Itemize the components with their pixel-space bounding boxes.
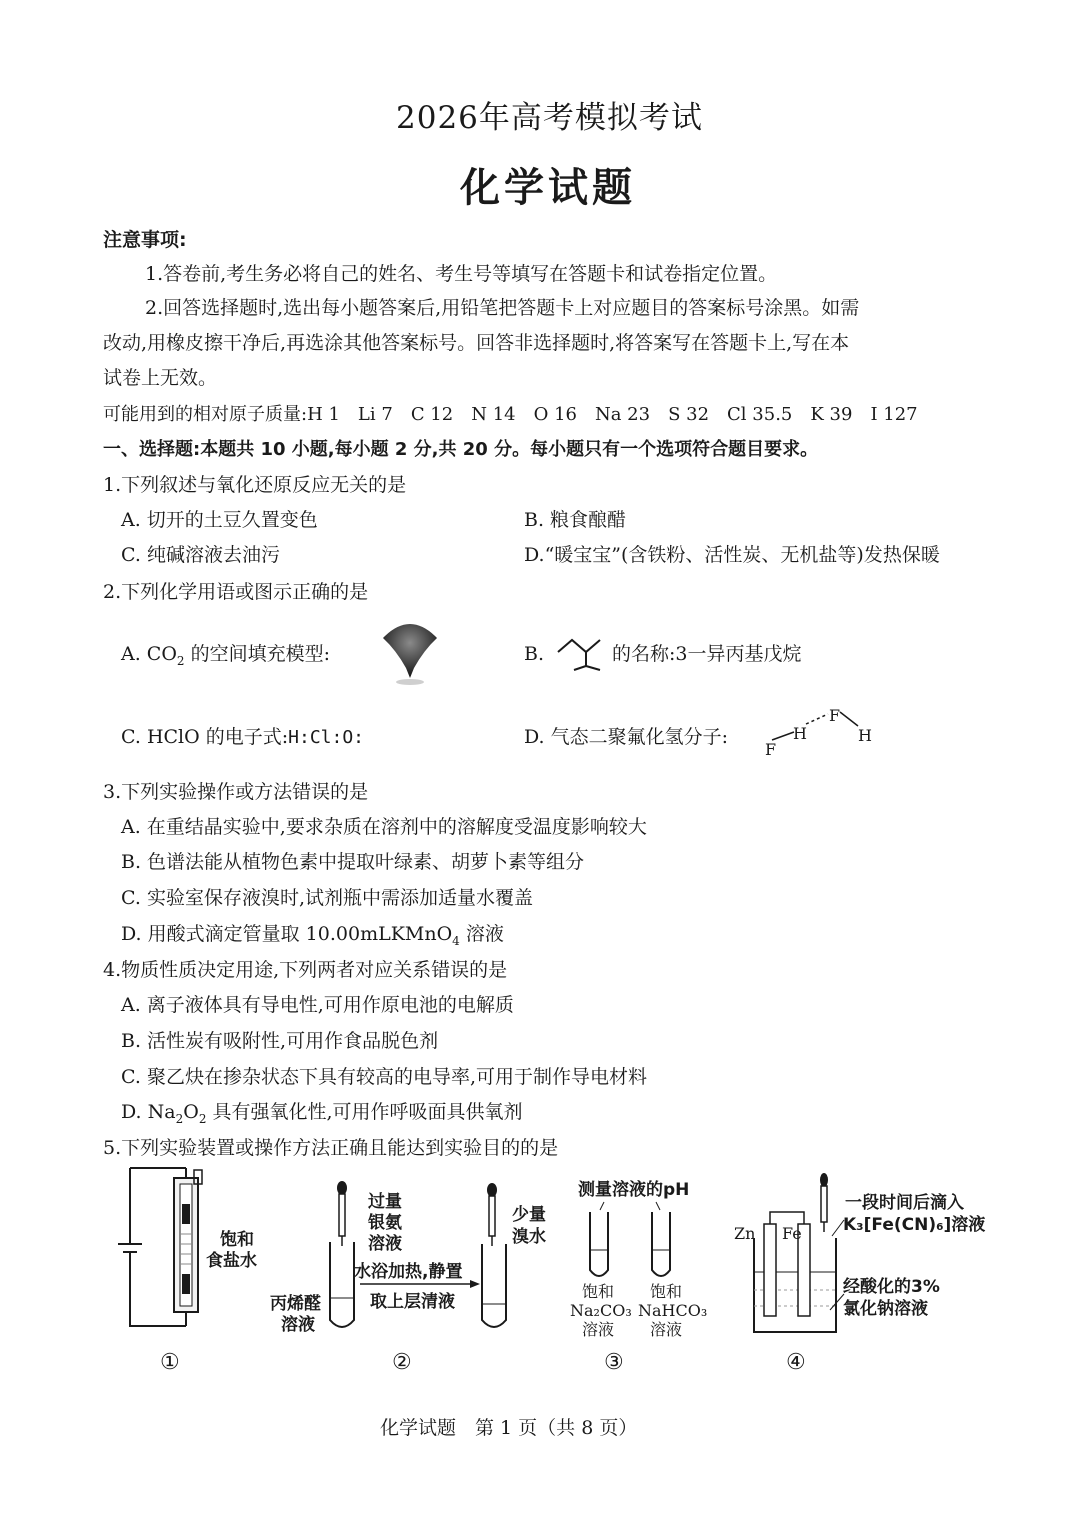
q1-option-c: C. 纯碱溶液去油污 xyxy=(121,544,280,566)
fig3-apparatus xyxy=(580,1200,690,1290)
subject-title: 化学试题 xyxy=(460,165,636,211)
q2-option-d: D. 气态二聚氟化氢分子: xyxy=(524,726,729,748)
section-1-heading: 一、选择题:本题共 10 小题,每小题 2 分,共 20 分。每小题只有一个选项符合题目要求。 xyxy=(103,439,819,460)
fig3-left-1: 饱和 xyxy=(582,1282,615,1301)
hf-dimer-h2: H xyxy=(858,726,872,745)
q3-option-d: D. 用酸式滴定管量取 10.00mLKMnO$_4$ 溶液 xyxy=(121,923,504,948)
q1-option-b: B. 粮食酿醋 xyxy=(524,509,627,531)
fig1-apparatus xyxy=(110,1164,210,1334)
fig1-label-1: 饱和 xyxy=(220,1230,254,1250)
q3-option-a: A. 在重结晶实验中,要求杂质在溶剂中的溶解度受温度影响较大 xyxy=(121,816,647,838)
fig4-solution-1: 经酸化的3% xyxy=(843,1277,940,1297)
fig2-reagent-3: 溶液 xyxy=(368,1234,402,1254)
hclo-electron-formula: H:Cl:O: xyxy=(288,727,365,748)
hf-dimer-f1: F xyxy=(765,740,777,759)
fig4-note-1: 一段时间后滴入 xyxy=(845,1193,964,1213)
exam-title: 2026年高考模拟考试 xyxy=(396,100,703,136)
notes-heading: 注意事项: xyxy=(103,229,187,251)
q3-option-c: C. 实验室保存液溴时,试剂瓶中需添加适量水覆盖 xyxy=(121,887,533,909)
fig3-right-3: 溶液 xyxy=(650,1320,683,1339)
fig2-reagent-1: 过量 xyxy=(368,1192,402,1212)
hf-dimer-bonds xyxy=(760,700,870,750)
fig4-electrode-zn: Zn xyxy=(734,1224,756,1243)
fig4-note-2: K₃[Fe(CN)₆]溶液 xyxy=(843,1215,986,1235)
q1-stem: 1.下列叙述与氧化还原反应无关的是 xyxy=(103,474,407,496)
fig2-arrow-bottom: 取上层清液 xyxy=(370,1292,455,1312)
fig4-number: ④ xyxy=(786,1350,806,1375)
hf-dimer-f2: F xyxy=(829,706,841,725)
q2-option-c: C. HClO 的电子式:H:Cl:O: xyxy=(121,726,365,748)
fig3-left-2: Na₂CO₃ xyxy=(570,1301,632,1320)
q4-option-c: C. 聚乙炔在掺杂状态下具有较高的电导率,可用于制作导电材料 xyxy=(121,1066,647,1088)
atomic-masses: 可能用到的相对原子质量:H 1 Li 7 C 12 N 14 O 16 Na 23 S 32 Cl 35.5 K 39 I 127 xyxy=(103,404,918,425)
fig1-label-2: 食盐水 xyxy=(206,1251,257,1271)
q3-option-b: B. 色谱法能从植物色素中提取叶绿素、胡萝卜素等组分 xyxy=(121,851,585,873)
fig3-title: 测量溶液的pH xyxy=(578,1180,690,1200)
fig3-number: ③ xyxy=(604,1350,624,1375)
fig1-number: ① xyxy=(160,1350,180,1375)
q4-option-d: D. $Na_2O_2$ 具有强氧化性,可用作呼吸面具供氧剂 xyxy=(121,1101,523,1126)
fig2-arrow-top: 水浴加热,静置 xyxy=(354,1262,463,1282)
page-footer: 化学试题 第 1 页（共 8 页） xyxy=(380,1417,638,1439)
fig3-left-3: 溶液 xyxy=(582,1320,615,1339)
notes-item-2-line-1: 2.回答选择题时,选出每小题答案后,用铅笔把答题卡上对应题目的答案标号涂黑。如需 xyxy=(145,297,860,319)
fig4-leader-lines xyxy=(826,1214,856,1314)
fig2-apparatus xyxy=(320,1180,520,1340)
fig2-reagent-5: 溴水 xyxy=(512,1227,546,1247)
fig3-right-2: NaHCO₃ xyxy=(638,1301,708,1320)
q3-stem: 3.下列实验操作或方法错误的是 xyxy=(103,781,369,803)
q1-option-d: D.“暖宝宝”(含铁粉、活性炭、无机盐等)发热保暖 xyxy=(524,544,940,566)
q4-option-a: A. 离子液体具有导电性,可用作原电池的电解质 xyxy=(121,994,514,1016)
q1-option-a: A. 切开的土豆久置变色 xyxy=(121,509,318,531)
fig2-left-label-1: 丙烯醛 xyxy=(270,1294,321,1314)
hf-dimer-h1: H xyxy=(793,724,807,743)
fig2-number: ② xyxy=(392,1350,412,1375)
fig2-left-label-2: 溶液 xyxy=(281,1315,315,1335)
q4-stem: 4.物质性质决定用途,下列两者对应关系错误的是 xyxy=(103,959,508,981)
q4-option-b: B. 活性炭有吸附性,可用作食品脱色剂 xyxy=(121,1030,439,1052)
fig2-reagent-4: 少量 xyxy=(512,1205,546,1225)
fig2-reagent-2: 银氨 xyxy=(368,1213,402,1233)
q2-option-a: A. $CO_2$ 的空间填充模型: xyxy=(121,643,331,668)
fig4-electrode-fe: Fe xyxy=(782,1224,802,1243)
notes-item-2-line-2: 改动,用橡皮擦干净后,再选涂其他答案标号。回答非选择题时,将答案写在答题卡上,写在本 xyxy=(103,332,850,354)
notes-item-2-line-3: 试卷上无效。 xyxy=(103,367,218,389)
q2-option-b: 的名称:3一异丙基戊烷 xyxy=(612,643,802,665)
notes-item-1: 1.答卷前,考生务必将自己的姓名、考生号等填写在答题卡和试卷指定位置。 xyxy=(145,263,778,285)
fig4-solution-2: 氯化钠溶液 xyxy=(843,1299,928,1319)
skeletal-structure-image xyxy=(556,636,610,670)
q2-stem: 2.下列化学用语或图示正确的是 xyxy=(103,581,369,603)
space-filling-model-image xyxy=(380,616,440,688)
fig3-right-1: 饱和 xyxy=(650,1282,683,1301)
q2-option-b-prefix: B. xyxy=(524,643,545,665)
q5-stem: 5.下列实验装置或操作方法正确且能达到实验目的的是 xyxy=(103,1137,559,1159)
